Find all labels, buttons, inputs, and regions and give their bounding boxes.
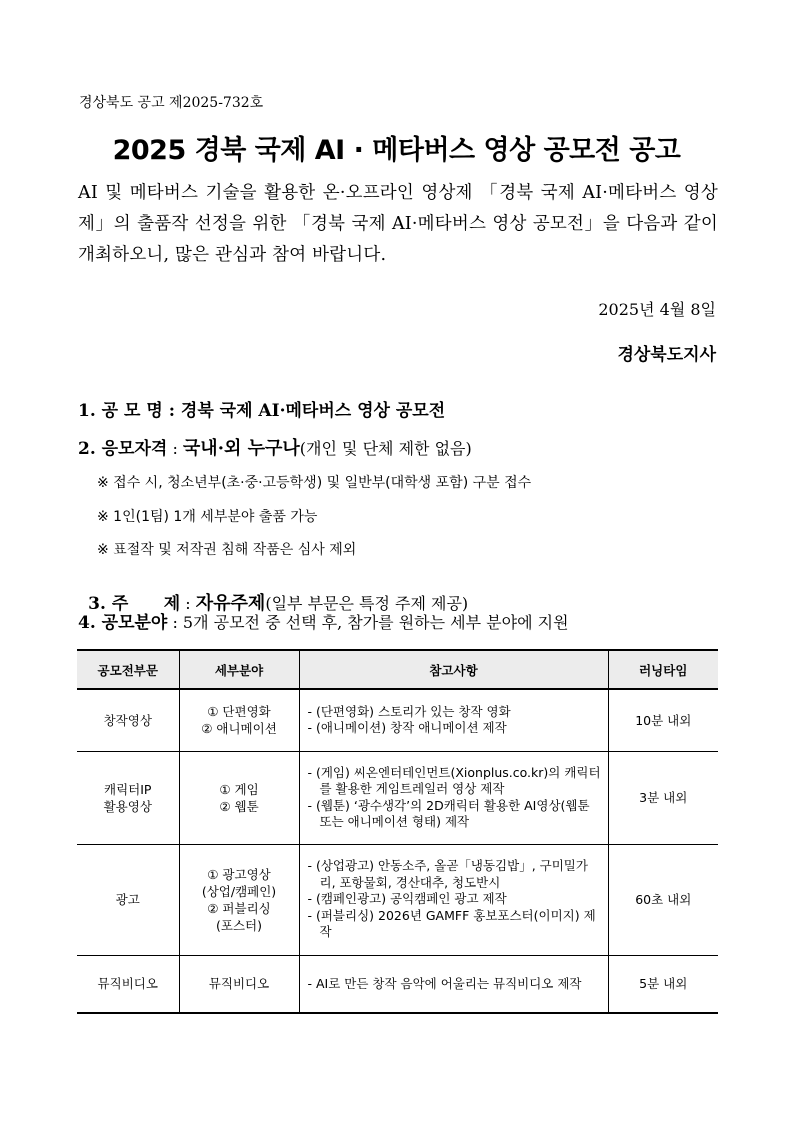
- note-line: - (캠페인광고) 공익캠페인 광고 제작: [307, 891, 507, 907]
- notes-cell: [299, 751, 608, 844]
- runtime-cell: 5분 내외: [608, 955, 718, 1013]
- section-separator: :: [167, 439, 183, 458]
- section-value: 5개 공모전 중 선택 후, 참가를 원하는 세부 분야에 지원: [182, 613, 569, 632]
- notes-cell: [299, 689, 608, 751]
- section-4-fields: [78, 608, 569, 633]
- notice-number: 경상북도 공고 제2025-732호: [79, 95, 264, 111]
- table-header-row: [77, 650, 718, 689]
- note-item: ※ 1인(1팀) 1개 세부분야 출품 가능: [97, 509, 318, 525]
- subfield-cell: [179, 689, 299, 751]
- category-cell: 광고: [77, 844, 179, 955]
- subfield-item: (상업/캠페인): [201, 883, 277, 899]
- categories-table: [77, 649, 718, 1014]
- notes-cell: [299, 844, 608, 955]
- runtime-cell: 10분 내외: [608, 689, 718, 751]
- section-2-eligibility: [78, 434, 472, 460]
- subfield-cell: [179, 955, 299, 1013]
- subfield-item: ② 퍼블리싱: [207, 900, 271, 916]
- runtime-cell: 3분 내외: [608, 751, 718, 844]
- note-item: ※ 접수 시, 청소년부(초·중·고등학생) 및 일반부(대학생 포함) 구분 접수: [97, 475, 532, 491]
- note-line: - (상업광고) 안동소주, 올곧「냉동김밥」, 구미밀가리, 포항물회, 경산대추, 청도반시: [307, 858, 588, 890]
- page-title: 2025 경북 국제 AI · 메타버스 영상 공모전 공고: [112, 135, 681, 166]
- column-header: 참고사항: [299, 650, 608, 689]
- runtime-cell: 60초 내외: [608, 844, 718, 955]
- category-cell: 창작영상: [77, 689, 179, 751]
- note-line: - (애니메이션) 창작 애니메이션 제작: [307, 720, 507, 736]
- table-row: [77, 955, 718, 1013]
- column-header: 러닝타임: [608, 650, 718, 689]
- subfield-item: ② 웹툰: [219, 798, 259, 814]
- table-row: [77, 751, 718, 844]
- table-row: [77, 844, 718, 955]
- intro-paragraph: AI 및 메타버스 기술을 활용한 온·오프라인 영상제 「경북 국제 AI·메타버스 영상제」의 출품작 선정을 위한 「경북 국제 AI·메타버스 영상 공모전」을 다음과 같이 개최하오니, 많은 관심과 참여 바랍니다.: [78, 183, 718, 265]
- section-value: 국내·외 누구나: [182, 438, 300, 459]
- section-separator: :: [162, 401, 181, 421]
- table-row: [77, 689, 718, 751]
- subfield-cell: [179, 844, 299, 955]
- note-line: - (단편영화) 스토리가 있는 창작 영화: [307, 703, 511, 719]
- notes-cell: [299, 955, 608, 1013]
- subfield-item: ① 단편영화: [207, 704, 271, 720]
- section-separator: :: [167, 613, 183, 632]
- section-1-title: [78, 396, 445, 421]
- issuer-name: 경상북도지사: [617, 345, 716, 365]
- section-label: 4. 공모분야: [78, 613, 168, 633]
- section-separator: :: [180, 594, 196, 613]
- note-item: ※ 표절작 및 저작권 침해 작품은 심사 제외: [97, 542, 357, 558]
- note-line: - (퍼블리싱) 2026년 GAMFF 홍보포스터(이미지) 제작: [307, 907, 596, 940]
- subfield-cell: [179, 751, 299, 844]
- section-value: 경북 국제 AI·메타버스 영상 공모전: [180, 401, 446, 421]
- subfield-item: ② 애니메이션: [201, 721, 277, 737]
- section-note: (일부 부문은 특정 주제 제공): [265, 594, 469, 613]
- section-value: 자유주제: [195, 593, 266, 614]
- subfield-item: ① 게임: [219, 781, 259, 797]
- section-label: 3. 주 제: [88, 594, 181, 614]
- section-label: 2. 응모자격: [78, 439, 168, 459]
- subfield-item: (포스터): [216, 917, 262, 933]
- section-note: (개인 및 단체 제한 없음): [299, 439, 472, 458]
- category-line: 활용영상: [103, 798, 152, 814]
- notice-date: 2025년 4월 8일: [598, 300, 716, 319]
- section-label: 1. 공 모 명: [78, 401, 163, 421]
- column-header: 공모전부문: [77, 650, 179, 689]
- subfield-item: ① 광고영상: [207, 866, 271, 882]
- subfield-item: 뮤직비디오: [208, 976, 270, 992]
- column-header: 세부분야: [179, 650, 299, 689]
- note-line: - (게임) 씨온엔터테인먼트(Xionplus.co.kr)의 캐릭터를 활용한 게임트레일러 영상 제작: [307, 764, 601, 796]
- category-cell: [77, 751, 179, 844]
- category-line: 캐릭터IP: [104, 781, 152, 797]
- note-line: - AI로 만든 창작 음악에 어울리는 뮤직비디오 제작: [307, 975, 582, 991]
- category-cell: 뮤직비디오: [77, 955, 179, 1013]
- note-line: - (웹툰) ‘광수생각’의 2D캐릭터 활용한 AI영상(웹툰 또는 애니메이션 형태) 제작: [307, 797, 590, 829]
